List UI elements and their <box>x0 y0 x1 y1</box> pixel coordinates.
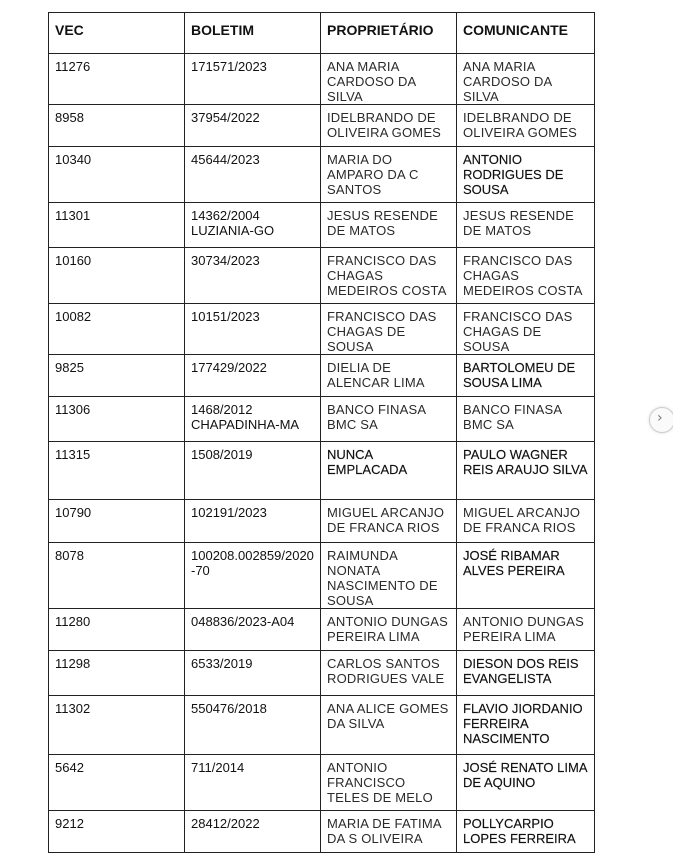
cell-boletim: 28412/2022 <box>185 811 321 853</box>
table-row <box>49 304 595 355</box>
cell-boletim: 711/2014 <box>185 755 321 811</box>
cell-vec: 11315 <box>49 442 185 500</box>
cell-comunicante: ANTONIO DUNGAS PEREIRA LIMA <box>457 609 595 651</box>
cell-boletim: 37954/2022 <box>185 105 321 147</box>
table-row <box>49 203 595 248</box>
table-row <box>49 543 595 609</box>
cell-boletim: 10151/2023 <box>185 304 321 355</box>
cell-proprietario: NUNCA EMPLACADA <box>321 442 457 500</box>
table-row <box>49 609 595 651</box>
cell-boletim: 550476/2018 <box>185 696 321 755</box>
cell-comunicante: ANTONIO RODRIGUES DE SOUSA <box>457 147 595 203</box>
cell-proprietario: FRANCISCO DAS CHAGAS MEDEIROS COSTA <box>321 248 457 304</box>
header-proprietario: PROPRIETÁRIO <box>321 13 457 54</box>
cell-comunicante: ANA MARIA CARDOSO DA SILVA <box>457 54 595 105</box>
cell-comunicante: MIGUEL ARCANJO DE FRANCA RIOS <box>457 500 595 543</box>
cell-boletim: 171571/2023 <box>185 54 321 105</box>
cell-comunicante: FLAVIO JIORDANIO FERREIRA NASCIMENTO <box>457 696 595 755</box>
cell-boletim: 102191/2023 <box>185 500 321 543</box>
cell-proprietario: ANA MARIA CARDOSO DA SILVA <box>321 54 457 105</box>
cell-proprietario: BANCO FINASA BMC SA <box>321 397 457 442</box>
cell-vec: 10160 <box>49 248 185 304</box>
table-header-row <box>49 13 595 54</box>
cell-proprietario: ANA ALICE GOMES DA SILVA <box>321 696 457 755</box>
cell-vec: 11280 <box>49 609 185 651</box>
cell-comunicante: BANCO FINASA BMC SA <box>457 397 595 442</box>
cell-proprietario: IDELBRANDO DE OLIVEIRA GOMES <box>321 105 457 147</box>
cell-boletim: 14362/2004 LUZIANIA-GO <box>185 203 321 248</box>
cell-boletim: 1468/2012 CHAPADINHA-MA <box>185 397 321 442</box>
table-row <box>49 355 595 397</box>
cell-boletim: 6533/2019 <box>185 651 321 696</box>
cell-comunicante: PAULO WAGNER REIS ARAUJO SILVA <box>457 442 595 500</box>
cell-proprietario: JESUS RESENDE DE MATOS <box>321 203 457 248</box>
table-row <box>49 651 595 696</box>
cell-vec: 10790 <box>49 500 185 543</box>
table-row <box>49 755 595 811</box>
cell-vec: 11302 <box>49 696 185 755</box>
cell-vec: 11276 <box>49 54 185 105</box>
cell-vec: 10082 <box>49 304 185 355</box>
cell-proprietario: ANTONIO FRANCISCO TELES DE MELO <box>321 755 457 811</box>
table-row <box>49 500 595 543</box>
cell-proprietario: FRANCISCO DAS CHAGAS DE SOUSA <box>321 304 457 355</box>
cell-comunicante: FRANCISCO DAS CHAGAS DE SOUSA <box>457 304 595 355</box>
cell-boletim: 177429/2022 <box>185 355 321 397</box>
cell-comunicante: JESUS RESENDE DE MATOS <box>457 203 595 248</box>
table-row <box>49 442 595 500</box>
cell-boletim: 45644/2023 <box>185 147 321 203</box>
cell-comunicante: IDELBRANDO DE OLIVEIRA GOMES <box>457 105 595 147</box>
table-row <box>49 147 595 203</box>
cell-proprietario: RAIMUNDA NONATA NASCIMENTO DE SOUSA <box>321 543 457 609</box>
header-comunicante: COMUNICANTE <box>457 13 595 54</box>
cell-boletim: 1508/2019 <box>185 442 321 500</box>
cell-vec: 8078 <box>49 543 185 609</box>
header-vec: VEC <box>49 13 185 54</box>
cell-comunicante: DIESON DOS REIS EVANGELISTA <box>457 651 595 696</box>
cell-comunicante: BARTOLOMEU DE SOUSA LIMA <box>457 355 595 397</box>
table-row <box>49 397 595 442</box>
cell-proprietario: MARIA DE FATIMA DA S OLIVEIRA <box>321 811 457 853</box>
cell-vec: 8958 <box>49 105 185 147</box>
cell-vec: 9825 <box>49 355 185 397</box>
cell-proprietario: CARLOS SANTOS RODRIGUES VALE <box>321 651 457 696</box>
cell-comunicante: JOSÉ RIBAMAR ALVES PEREIRA <box>457 543 595 609</box>
cell-comunicante: FRANCISCO DAS CHAGAS MEDEIROS COSTA <box>457 248 595 304</box>
records-table <box>48 12 595 853</box>
header-boletim: BOLETIM <box>185 13 321 54</box>
table-row <box>49 54 595 105</box>
chevron-right-icon: › <box>657 410 663 426</box>
cell-vec: 10340 <box>49 147 185 203</box>
cell-vec: 11298 <box>49 651 185 696</box>
cell-vec: 11306 <box>49 397 185 442</box>
cell-comunicante: POLLYCARPIO LOPES FERREIRA <box>457 811 595 853</box>
table-row <box>49 105 595 147</box>
cell-boletim: 048836/2023-A04 <box>185 609 321 651</box>
cell-comunicante: JOSÉ RENATO LIMA DE AQUINO <box>457 755 595 811</box>
cell-proprietario: ANTONIO DUNGAS PEREIRA LIMA <box>321 609 457 651</box>
cell-vec: 9212 <box>49 811 185 853</box>
table-row <box>49 696 595 755</box>
cell-proprietario: MARIA DO AMPARO DA C SANTOS <box>321 147 457 203</box>
cell-vec: 5642 <box>49 755 185 811</box>
cell-proprietario: DIELIA DE ALENCAR LIMA <box>321 355 457 397</box>
table-row <box>49 811 595 853</box>
next-page-button[interactable] <box>649 407 673 433</box>
cell-boletim: 30734/2023 <box>185 248 321 304</box>
cell-proprietario: MIGUEL ARCANJO DE FRANCA RIOS <box>321 500 457 543</box>
cell-vec: 11301 <box>49 203 185 248</box>
cell-boletim: 100208.002859/2020-70 <box>185 543 321 609</box>
table-row <box>49 248 595 304</box>
